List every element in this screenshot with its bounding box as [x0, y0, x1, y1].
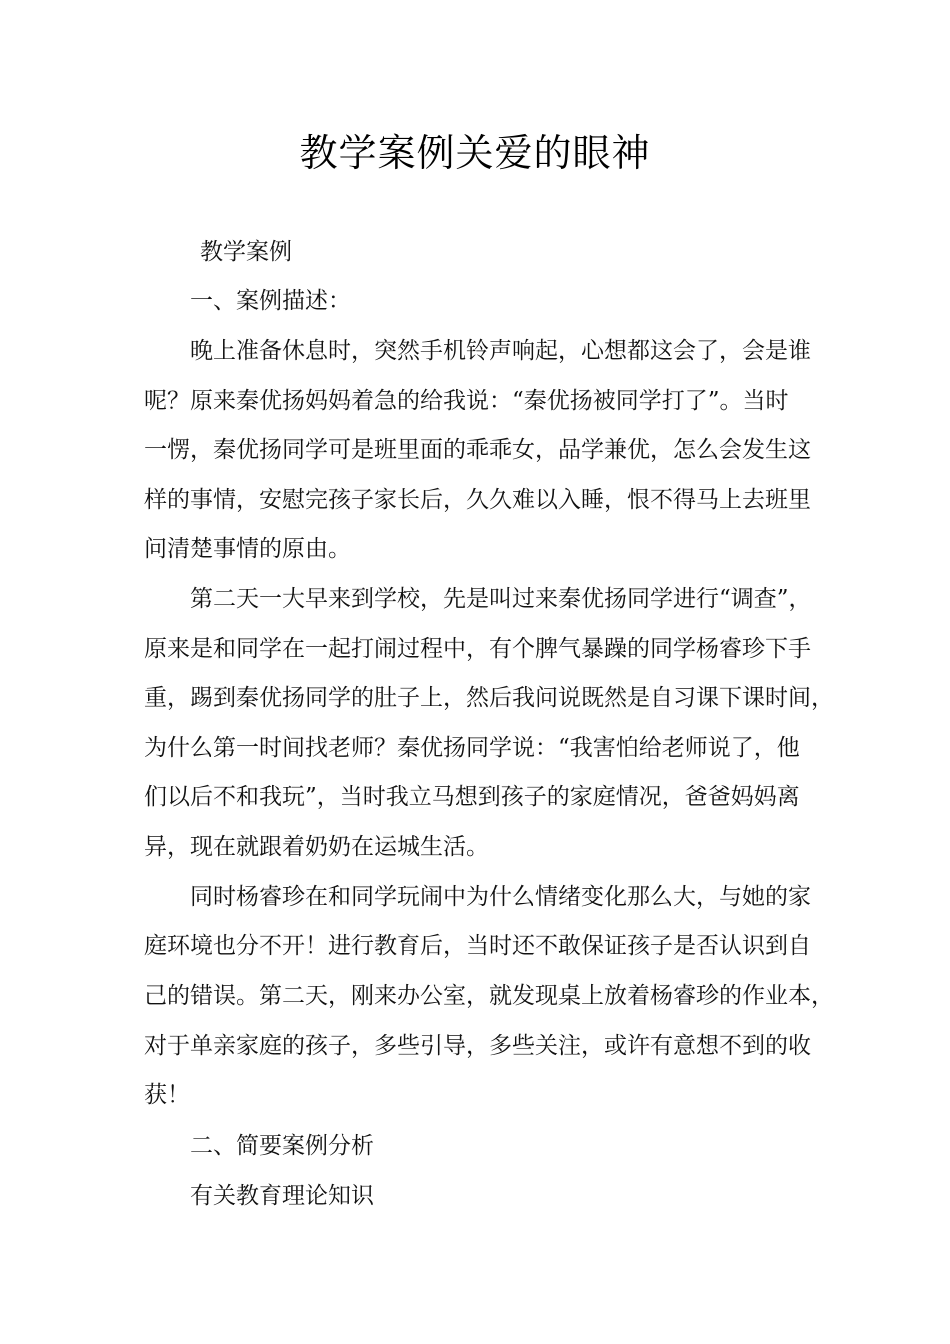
section-heading-1: 一、案例描述： — [190, 288, 351, 314]
paragraph-2-line: 为什么第一时间找老师？秦优扬同学说：“我害怕给老师说了，他 — [144, 735, 800, 761]
paragraph-3-line: 对于单亲家庭的孩子，多些引导，多些关注，或许有意想不到的收 — [144, 1033, 811, 1059]
paragraph-1-line: 晚上准备休息时，突然手机铃声响起，心想都这会了，会是谁 — [190, 338, 811, 364]
paragraph-1-line: 一愣，秦优扬同学可是班里面的乖乖女，品学兼优，怎么会发生这 — [144, 437, 811, 463]
paragraph-2-line: 们以后不和我玩”，当时我立马想到孩子的家庭情况，爸爸妈妈离 — [144, 784, 800, 810]
subtitle: 教学案例 — [200, 239, 292, 265]
paragraph-3-line: 己的错误。第二天，刚来办公室，就发现桌上放着杨睿珍的作业本， — [144, 983, 834, 1009]
paragraph-1-line: 样的事情，安慰完孩子家长后，久久难以入睡，恨不得马上去班里 — [144, 487, 811, 513]
paragraph-3-line: 庭环境也分不开！进行教育后，当时还不敢保证孩子是否认识到自 — [144, 933, 811, 959]
paragraph-2-line: 重，踢到秦优扬同学的肚子上，然后我问说既然是自习课下课时间， — [144, 685, 834, 711]
section-subheading: 有关教育理论知识 — [190, 1183, 374, 1209]
document-title: 教学案例关爱的眼神 — [299, 131, 651, 175]
section-heading-2: 二、简要案例分析 — [190, 1133, 374, 1159]
paragraph-2-line: 原来是和同学在一起打闹过程中，有个脾气暴躁的同学杨睿珍下手 — [144, 636, 811, 662]
paragraph-1-line: 问清楚事情的原由。 — [144, 536, 351, 562]
paragraph-1-line: 呢？原来秦优扬妈妈着急的给我说：“秦优扬被同学打了”。当时 — [144, 388, 789, 414]
paragraph-3-line: 同时杨睿珍在和同学玩闹中为什么情绪变化那么大，与她的家 — [190, 884, 811, 910]
paragraph-2-line: 异，现在就跟着奶奶在运城生活。 — [144, 834, 489, 860]
paragraph-3-line: 获！ — [144, 1082, 190, 1108]
paragraph-2-line: 第二天一大早来到学校，先是叫过来秦优扬同学进行“调查”， — [190, 586, 812, 612]
